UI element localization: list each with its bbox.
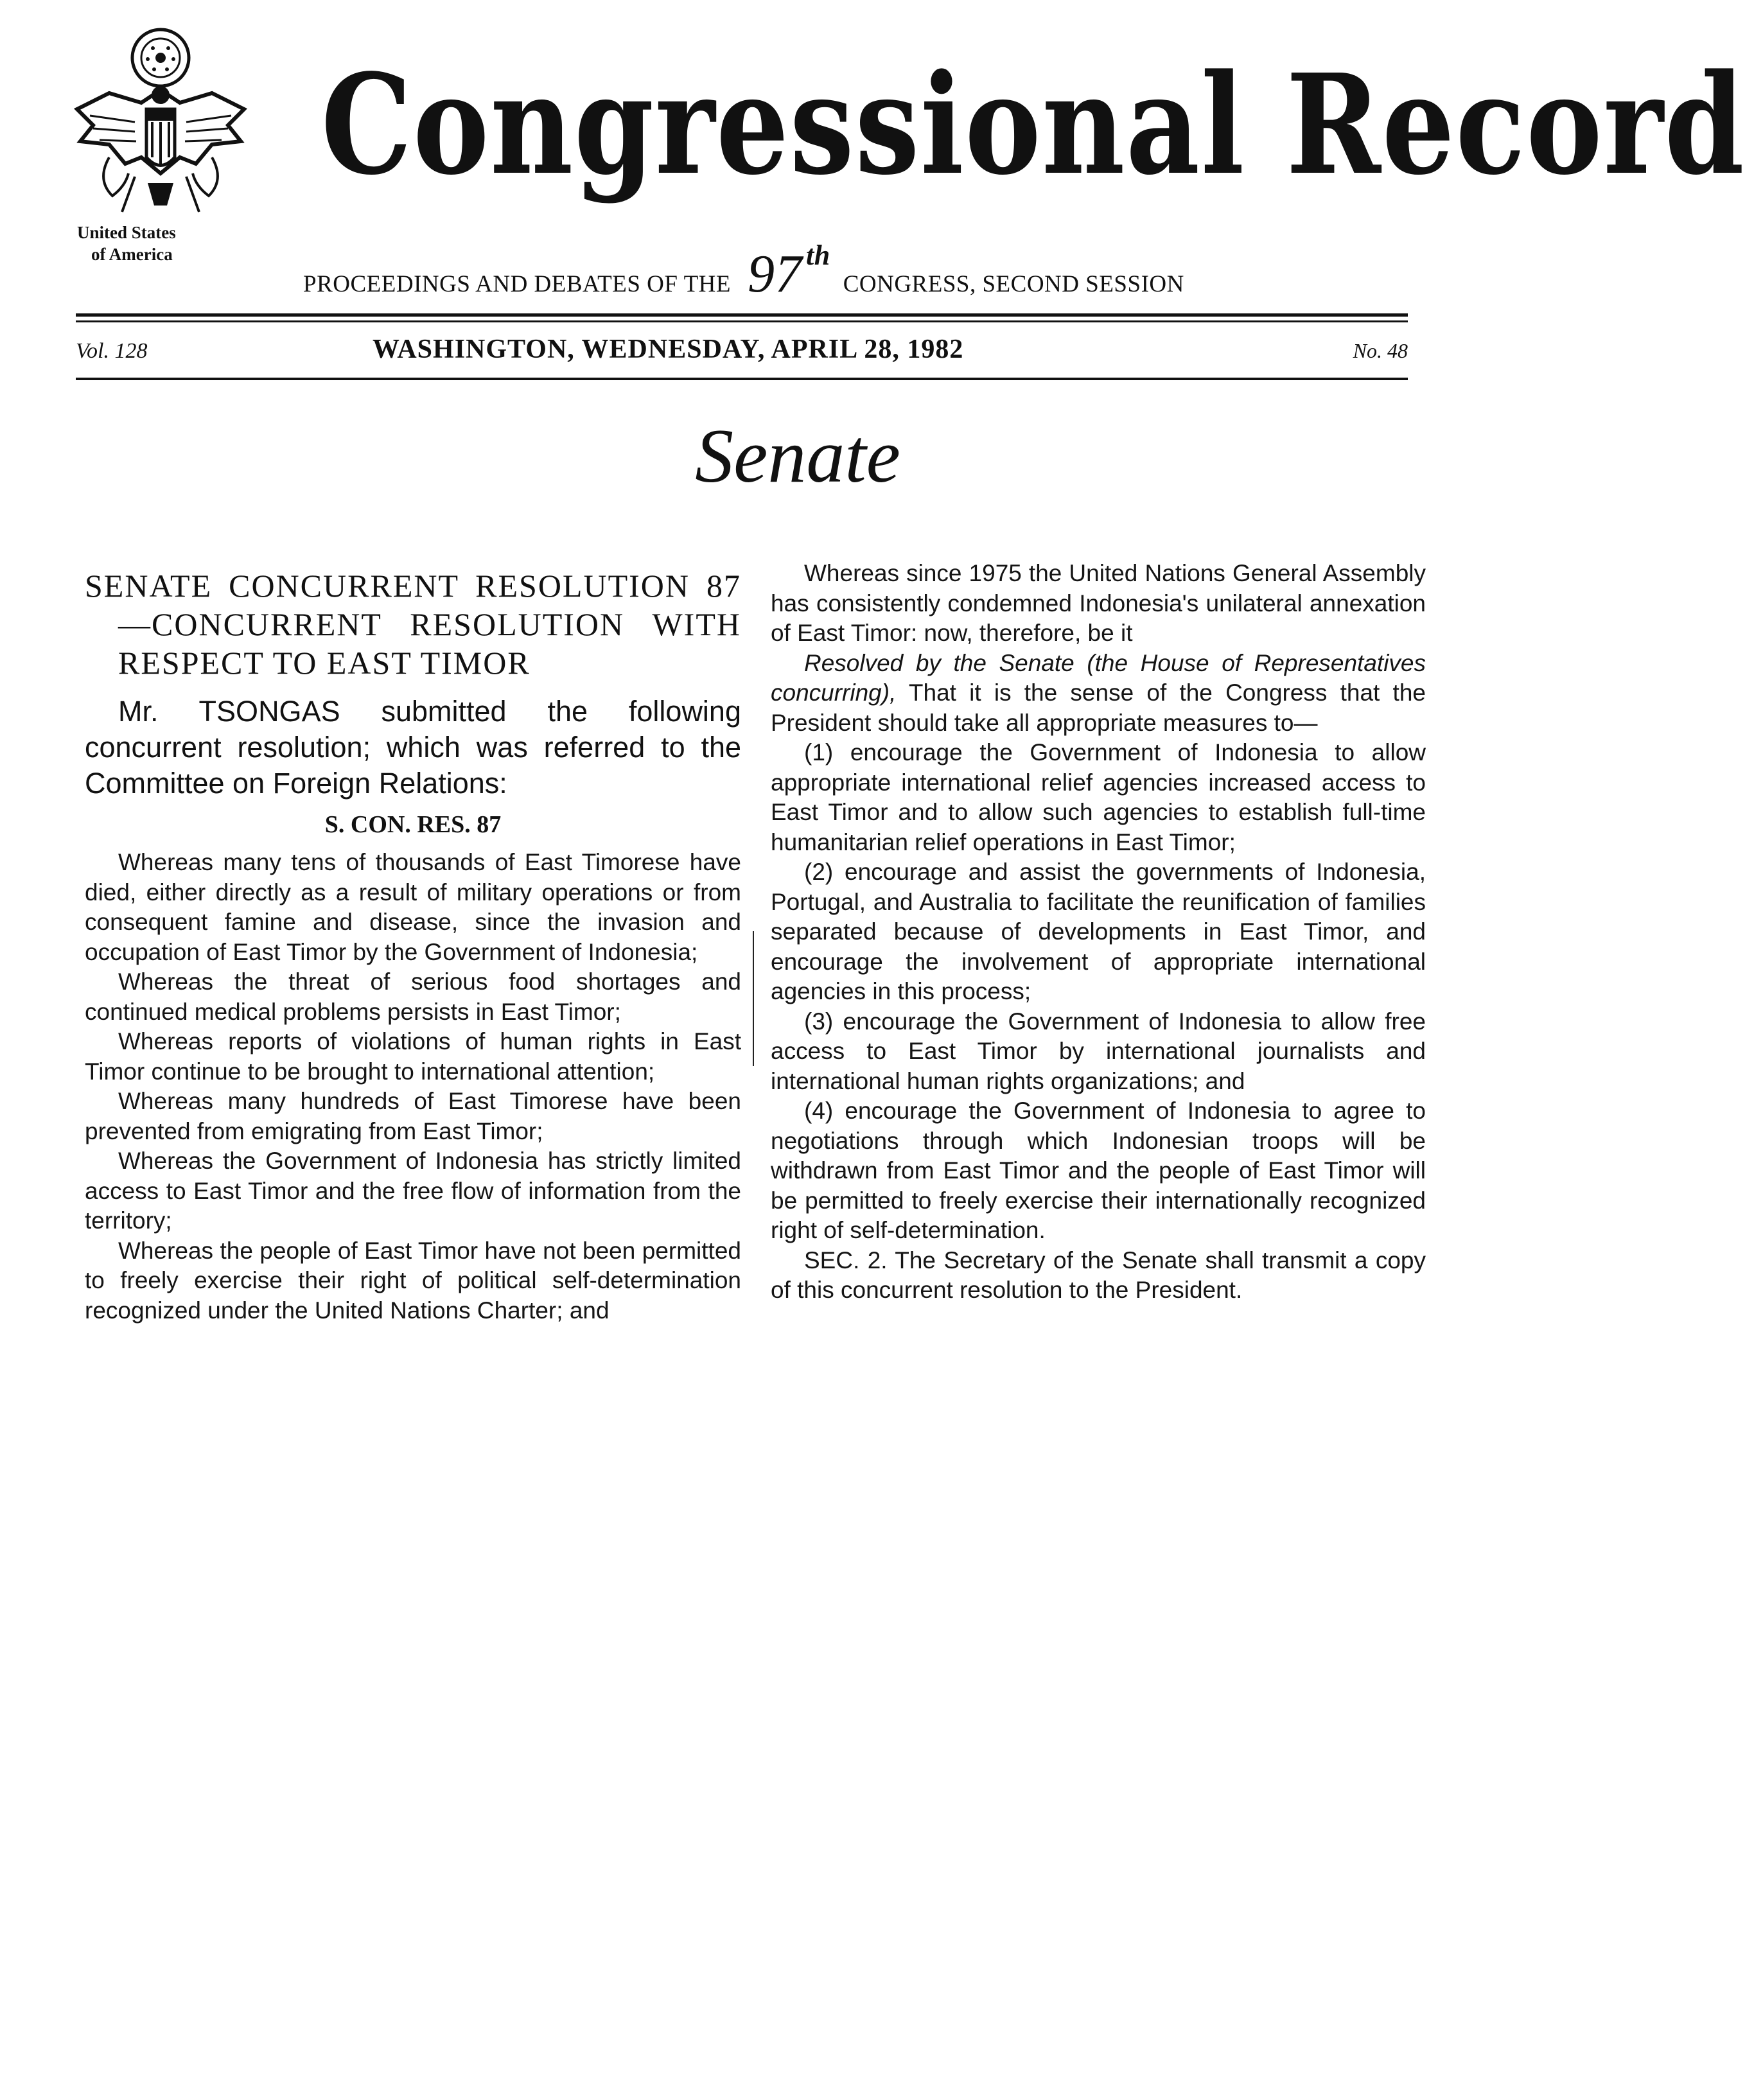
submission-intro: Mr. TSONGAS submitted the following concurrent resolution; which was referred to the Committee on Foreign Relations:: [85, 695, 741, 800]
seal-caption-line2: of America: [91, 245, 173, 264]
proceedings-subtitle: [303, 236, 1414, 304]
seal-caption-line1: United States: [77, 223, 176, 242]
resolved-rest: That it is the sense of the Congress that the President should take all appropriate measures to—: [771, 679, 1426, 736]
masthead-rule-second: [76, 320, 1408, 322]
right-column: [771, 559, 1426, 1306]
measure-1: (1) encourage the Government of Indonesia to allow appropriate international relief agencies increased access to East Timor and to allow such agencies to establish full-time humanitarian relief operations in East Timor;: [771, 739, 1426, 855]
measure-4: (4) encourage the Government of Indonesia to agree to negotiations through which Indonesian troops will be withdrawn from East Timor and the people of East Timor will be permitted to freely exercise their internationally recognized right of self-determination.: [771, 1098, 1426, 1243]
subtitle-after: CONGRESS, SECOND SESSION: [843, 271, 1184, 297]
masthead-rule-top: [76, 313, 1408, 317]
dateline-rule-bottom: [76, 378, 1408, 380]
resolved-clause: [771, 649, 1426, 739]
whereas-clause-5: Whereas the Government of Indonesia has strictly limited access to East Timor and the free flow of information from the territory;: [85, 1148, 741, 1234]
whereas-clause-un: Whereas since 1975 the United Nations General Assembly has consistently condemned Indonesia's unilateral annexation of East Timor: now, therefore, be it: [771, 560, 1426, 646]
whereas-clause-4: Whereas many hundreds of East Timorese have been prevented from emigrating from East Timor;: [85, 1088, 741, 1144]
volume-label: Vol. 128: [76, 339, 148, 363]
column-divider: [753, 931, 754, 1066]
subtitle-before: PROCEEDINGS AND DEBATES OF THE: [303, 271, 731, 297]
left-column: [85, 559, 741, 1326]
whereas-clause-3: Whereas reports of violations of human rights in East Timor continue to be brought to international attention;: [85, 1028, 741, 1085]
great-seal-icon: [64, 19, 257, 225]
seal-caption: [77, 222, 257, 265]
whereas-clause-2: Whereas the threat of serious food shortages and continued medical problems persists in East Timor;: [85, 968, 741, 1025]
section-2: SEC. 2. The Secretary of the Senate shall transmit a copy of this concurrent resolution to the President.: [771, 1247, 1426, 1303]
dateline: [76, 334, 1408, 372]
bill-number: S. CON. RES. 87: [324, 811, 502, 838]
congress-number: [748, 236, 830, 304]
congress-number-value: 97: [748, 244, 802, 304]
issue-date: WASHINGTON, WEDNESDAY, APRIL 28, 1982: [373, 335, 964, 364]
whereas-clause-6: Whereas the people of East Timor have not been permitted to freely exercise their right of political self-determination recognized under the United Nations Charter; and: [85, 1237, 741, 1324]
publication-title: Congressional Record: [321, 44, 1745, 206]
resolution-heading: SENATE CONCURRENT RESOLUTION 87—CONCURRENT RESOLUTION WITH RESPECT TO EAST TIMOR: [85, 568, 741, 681]
congress-suffix: th: [806, 240, 830, 271]
issue-number: No. 48: [1353, 339, 1408, 362]
whereas-clause-1: Whereas many tens of thousands of East Timorese have died, either directly as a result of military operations or from consequent famine and disease, since the invasion and occupation of East Timor by the Government of Indonesia;: [85, 849, 741, 965]
measure-3: (3) encourage the Government of Indonesia to allow free access to East Timor by international journalists and international human rights organizations; and: [771, 1008, 1426, 1094]
measure-2: (2) encourage and assist the governments of Indonesia, Portugal, and Australia to facilitate the reunification of families separated because of developments in East Timor, and encourage the involvement of appropriate international agencies in this process;: [771, 859, 1426, 1004]
chamber-title: Senate: [695, 413, 900, 498]
resolved-italic: Resolved by the Senate (the House of Representatives concurring),: [771, 649, 1426, 706]
